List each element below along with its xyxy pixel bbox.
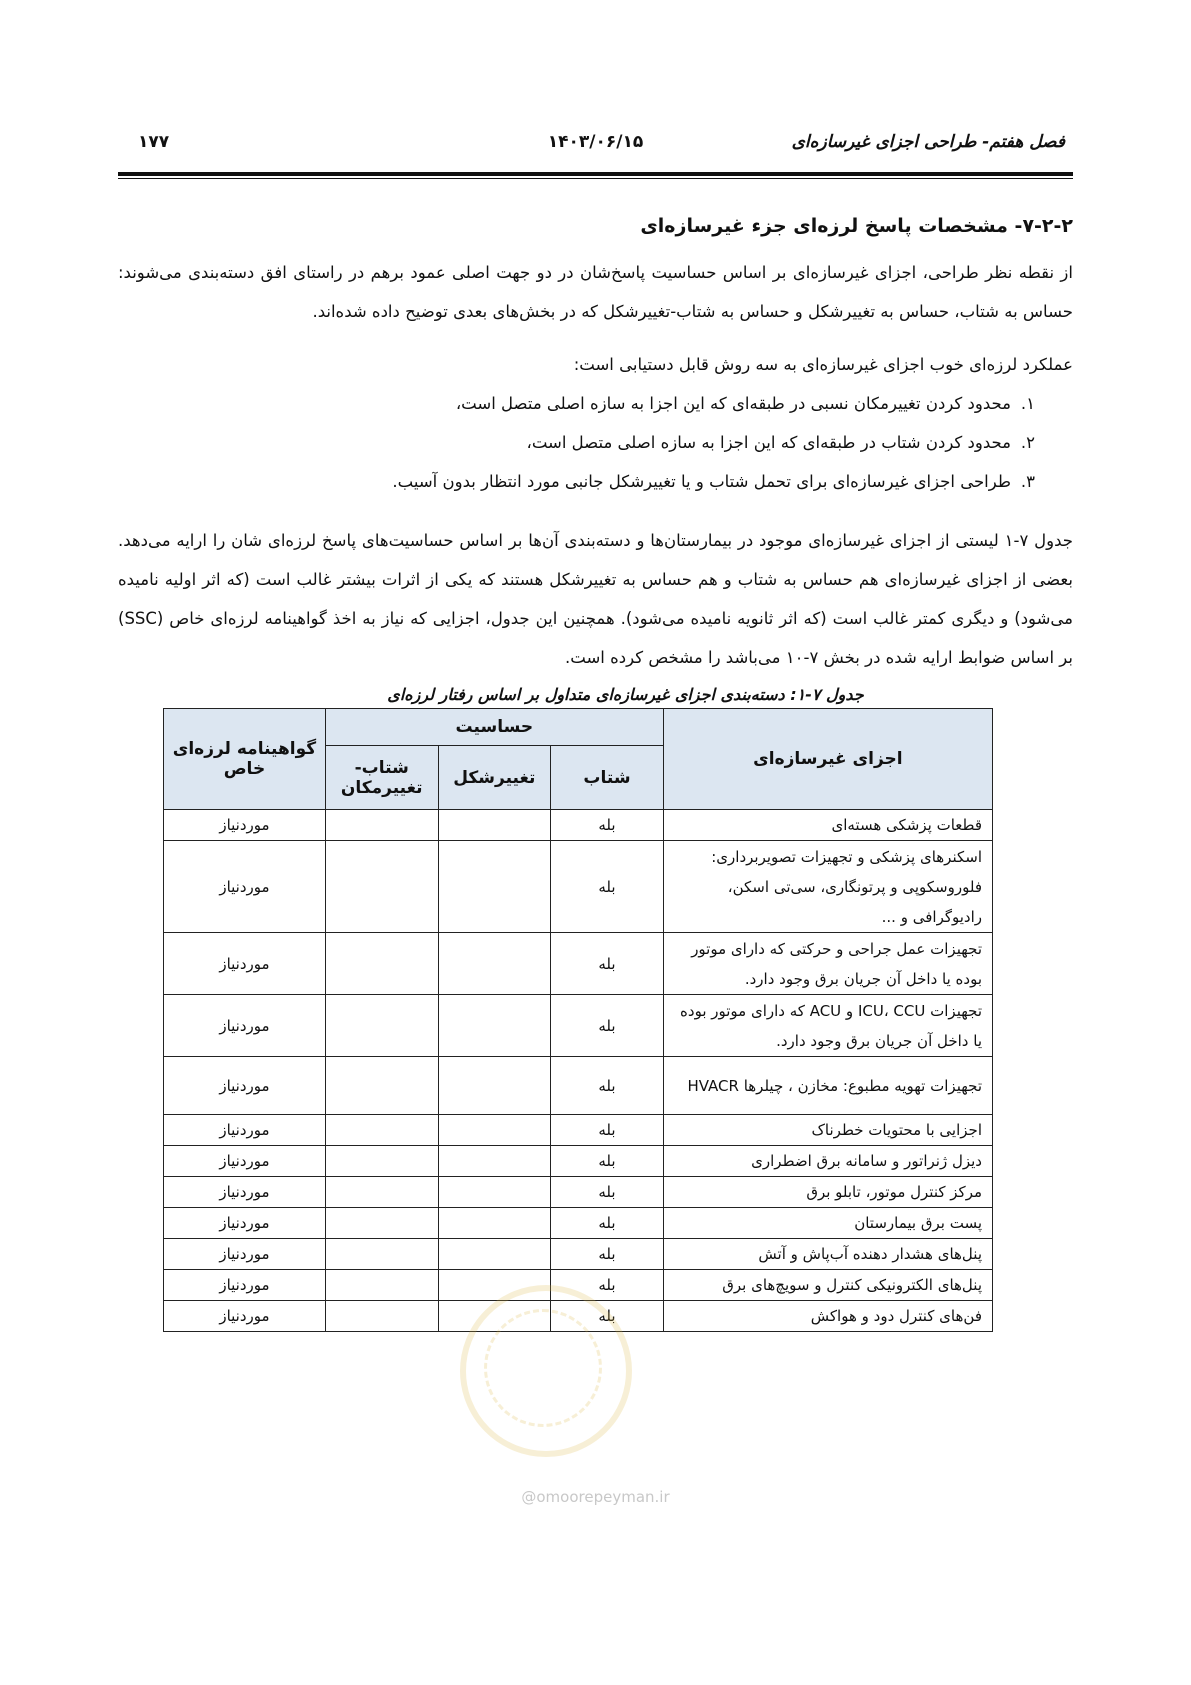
deformation-cell [438,1270,551,1301]
component-cell: تجهیزات تهویه مطبوع: مخازن ، چیلرها HVACR [663,1057,992,1115]
table-row [164,1057,993,1115]
list-item-text: محدود کردن تغییرمکان نسبی در طبقه‌ای که این اجزا به سازه اصلی متصل است، [455,394,1011,413]
section-title: ۷-۲-۲- مشخصات پاسخ لرزه‌ای جزء غیرسازه‌ای [640,215,1073,237]
header-certificate: گواهینامه لرزه‌ای خاص [164,709,326,810]
list-item-number: ۳. [1020,472,1035,491]
acc-displacement-cell [325,1239,438,1270]
acc-displacement-cell [325,1208,438,1239]
table-row [164,1177,993,1208]
list-item-text: محدود کردن شتاب در طبقه‌ای که این اجزا به سازه اصلی متصل است، [526,433,1011,452]
acceleration-cell: بله [551,1270,664,1301]
acceleration-cell: بله [551,810,664,841]
acc-displacement-cell [325,1301,438,1332]
acceleration-cell: بله [551,1057,664,1115]
list-item [118,423,1035,462]
acceleration-cell: بله [551,1177,664,1208]
acc-displacement-cell [325,1177,438,1208]
acc-displacement-cell [325,810,438,841]
certificate-cell: موردنیاز [164,841,326,933]
table-row [164,933,993,995]
list-item-number: ۲. [1020,433,1035,452]
acc-displacement-cell [325,933,438,995]
chapter-title: فصل هفتم- طراحی اجزای غیرسازه‌ای [791,132,1065,152]
acceleration-cell: بله [551,1239,664,1270]
certificate-cell: موردنیاز [164,1208,326,1239]
table-row [164,995,993,1057]
acc-displacement-cell [325,1270,438,1301]
certificate-cell: موردنیاز [164,1057,326,1115]
paragraph-table-intro: جدول ۷-۱ لیستی از اجزای غیرسازه‌ای موجود در بیمارستان‌ها و دسته‌بندی آن‌ها بر اساس حساسیت‌های پاسخ لرزه‌ای شان را ارایه می‌دهد. بعضی از اجزای غیرسازه‌ای هم حساس به شتاب و هم حساس به تغییرشکل هستند که یکی از اثرات بیشتر غالب است (که اثر اولیه نامیده می‌شود) و دیگری کمتر غالب است (که اثر ثانویه نامیده می‌شود). همچنین این جدول، اجزایی که نیاز به اخذ گواهینامه لرزه‌ای خاص (SSC) بر اساس ضوابط ارایه شده در بخش ۷-۱۰ می‌باشد را مشخص کرده است. [118,531,1073,667]
header-rule-thick [118,172,1073,176]
table-caption: جدول ۷-۱: دسته‌بندی اجزای غیرسازه‌ای متداول بر اساس رفتار لرزه‌ای [387,685,864,704]
table-body [164,810,993,1332]
component-cell: اجزایی با محتویات خطرناک [663,1115,992,1146]
certificate-cell: موردنیاز [164,1115,326,1146]
list-item [118,384,1035,423]
component-cell: تجهیزات عمل جراحی و حرکتی که دارای موتور بوده یا داخل آن جریان برق وجود دارد. [663,933,992,995]
deformation-cell [438,841,551,933]
acc-displacement-cell [325,1146,438,1177]
deformation-cell [438,1177,551,1208]
acceleration-cell: بله [551,1115,664,1146]
table-row [164,1208,993,1239]
header-date: ۱۴۰۳/۰۶/۱۵ [547,132,644,152]
header-rule-thin [118,178,1073,179]
deformation-cell [438,995,551,1057]
component-cell: تجهیزات ICU، CCU و ACU که دارای موتور بوده یا داخل آن جریان برق وجود دارد. [663,995,992,1057]
acceleration-cell: بله [551,841,664,933]
certificate-cell: موردنیاز [164,995,326,1057]
components-table [163,708,993,1332]
component-cell: پنل‌های هشدار دهنده آب‌پاش و آتش [663,1239,992,1270]
component-cell: قطعات پزشکی هسته‌ای [663,810,992,841]
paragraph-methods-intro: عملکرد لرزه‌ای خوب اجزای غیرسازه‌ای به سه روش قابل دستیابی است: [573,355,1073,374]
header-component: اجزای غیرسازه‌ای [663,709,992,810]
certificate-cell: موردنیاز [164,933,326,995]
table-row [164,1239,993,1270]
deformation-cell [438,1146,551,1177]
certificate-cell: موردنیاز [164,810,326,841]
deformation-cell [438,1239,551,1270]
header-acc-displacement: شتاب-تغییرمکان [325,746,438,810]
table-row [164,1146,993,1177]
certificate-cell: موردنیاز [164,1301,326,1332]
deformation-cell [438,1057,551,1115]
acc-displacement-cell [325,995,438,1057]
table-row [164,1270,993,1301]
header-sensitivity: حساسیت [325,709,663,746]
deformation-cell [438,1208,551,1239]
certificate-cell: موردنیاز [164,1146,326,1177]
deformation-cell [438,933,551,995]
table-row [164,841,993,933]
acceleration-cell: بله [551,995,664,1057]
deformation-cell [438,810,551,841]
page-header [118,128,1073,162]
acc-displacement-cell [325,1115,438,1146]
certificate-cell: موردنیاز [164,1270,326,1301]
acc-displacement-cell [325,841,438,933]
certificate-cell: موردنیاز [164,1177,326,1208]
component-cell: دیزل ژنراتور و سامانه برق اضطراری [663,1146,992,1177]
table-row [164,1301,993,1332]
page-content [118,215,1073,1332]
deformation-cell [438,1301,551,1332]
header-acceleration: شتاب [551,746,664,810]
list-item-text: طراحی اجزای غیرسازه‌ای برای تحمل شتاب و یا تغییرشکل جانبی مورد انتظار بدون آسیب. [392,472,1011,491]
acceleration-cell: بله [551,1301,664,1332]
watermark-text: @omoorepeyman.ir [521,1488,670,1506]
methods-list [118,384,1073,501]
component-cell: پنل‌های الکترونیکی کنترل و سویچ‌های برق [663,1270,992,1301]
acceleration-cell: بله [551,933,664,995]
acc-displacement-cell [325,1057,438,1115]
acceleration-cell: بله [551,1146,664,1177]
list-item [118,462,1035,501]
acceleration-cell: بله [551,1208,664,1239]
paragraph-classification: از نقطه نظر طراحی، اجزای غیرسازه‌ای بر اساس حساسیت پاسخ‌شان در دو جهت اصلی عمود برهم در راستای افق دسته‌بندی می‌شوند: حساس به شتاب، حساس به تغییرشکل و حساس به شتاب-تغییرشکل که در بخش‌های بعدی توضیح داده شده‌اند. [118,263,1073,321]
component-cell: فن‌های کنترل دود و هواکش [663,1301,992,1332]
certificate-cell: موردنیاز [164,1239,326,1270]
list-item-number: ۱. [1020,394,1035,413]
table-row [164,1115,993,1146]
deformation-cell [438,1115,551,1146]
component-cell: مرکز کنترل موتور، تابلو برق [663,1177,992,1208]
component-cell: اسکنرهای پزشکی و تجهیزات تصویربرداری: فلوروسکوپی و پرتونگاری، سی‌تی اسکن، رادیوگرافی و ... [663,841,992,933]
table-row [164,810,993,841]
page-number: ۱۷۷ [138,132,170,152]
header-deformation: تغییرشکل [438,746,551,810]
component-cell: پست برق بیمارستان [663,1208,992,1239]
